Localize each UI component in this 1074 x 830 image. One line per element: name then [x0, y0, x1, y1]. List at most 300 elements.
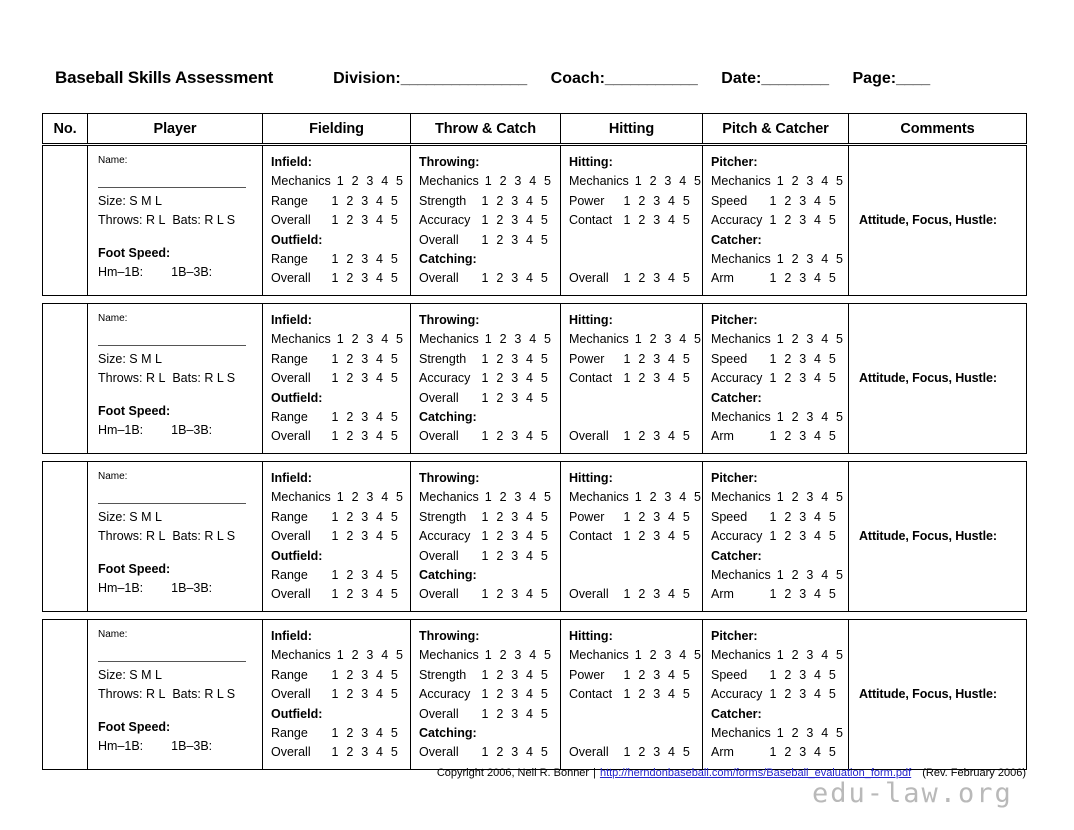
rating-row[interactable]	[271, 566, 402, 585]
rating-scale[interactable]: 1 2 3 4 5	[634, 648, 704, 663]
rating-row[interactable]	[419, 666, 552, 685]
rating-row[interactable]	[711, 427, 840, 446]
rating-scale[interactable]: 1 2 3 4 5	[776, 252, 846, 267]
rating-row[interactable]	[271, 508, 402, 527]
rating-label: Mechanics	[569, 174, 629, 189]
rating-row[interactable]	[711, 211, 840, 230]
section-heading: Pitcher:	[711, 471, 758, 485]
bats-options[interactable]: R L S	[204, 529, 236, 543]
rating-row[interactable]	[419, 172, 552, 191]
date-field[interactable]	[721, 70, 828, 88]
split-home-to-first-label: Hm–1B:	[98, 265, 144, 279]
rating-scale[interactable]: 1 2 3 4 5	[484, 332, 554, 347]
rating-scale[interactable]: 1 2 3 4 5	[623, 587, 692, 602]
split-first-to-third-label: 1B–3B:	[171, 423, 213, 437]
rating-row[interactable]	[569, 646, 704, 665]
comments-area[interactable]	[849, 620, 1026, 769]
cell-fielding[interactable]	[263, 146, 411, 296]
rating-scale[interactable]: 1 2 3 4 5	[769, 745, 838, 760]
bats-options[interactable]: R L S	[204, 687, 236, 701]
rating-row[interactable]	[419, 743, 552, 762]
page-field[interactable]	[853, 70, 930, 88]
rating-label: Mechanics	[271, 174, 331, 189]
section-heading: Outfield:	[271, 390, 323, 405]
rating-label: Overall	[271, 687, 311, 702]
rating-scale[interactable]: 1 2 3 4 5	[331, 429, 400, 444]
rating-row[interactable]	[711, 250, 846, 269]
cell-fielding[interactable]	[263, 462, 411, 612]
rating-scale[interactable]: 1 2 3 4 5	[331, 568, 400, 583]
rating-scale[interactable]: 1 2 3 4 5	[769, 529, 838, 544]
rating-row[interactable]	[271, 330, 406, 349]
size-label: Size:	[98, 668, 126, 682]
rating-scale[interactable]: 1 2 3 4 5	[623, 509, 692, 524]
column-header-pitch-catcher: Pitch & Catcher	[703, 114, 849, 144]
rating-scale[interactable]: 1 2 3 4 5	[623, 271, 692, 286]
rating-row[interactable]	[569, 527, 694, 546]
rating-scale[interactable]: 1 2 3 4 5	[634, 174, 704, 189]
rating-scale[interactable]: 1 2 3 4 5	[331, 509, 400, 524]
cell-throw-catch[interactable]	[411, 304, 561, 454]
rating-label: Arm	[711, 745, 734, 760]
throws-bats-row[interactable]	[98, 211, 254, 230]
rating-scale[interactable]: 1 2 3 4 5	[336, 648, 406, 663]
cell-number[interactable]	[43, 146, 88, 296]
rating-label: Mechanics	[711, 252, 771, 267]
rating-scale[interactable]: 1 2 3 4 5	[769, 193, 838, 208]
rating-scale[interactable]: 1 2 3 4 5	[484, 174, 554, 189]
section-heading: Hitting:	[569, 471, 613, 485]
bats-options[interactable]: R L S	[204, 213, 236, 227]
throws-options[interactable]: R L	[145, 687, 166, 701]
rating-row[interactable]	[569, 508, 694, 527]
page-title: Baseball Skills Assessment	[55, 68, 274, 87]
name-input-line[interactable]	[98, 483, 246, 504]
rating-row[interactable]	[419, 488, 552, 507]
throws-options[interactable]: R L	[145, 213, 166, 227]
rating-row[interactable]	[419, 646, 552, 665]
rating-label: Power	[569, 193, 605, 208]
rating-row[interactable]	[569, 488, 704, 507]
rating-scale[interactable]: 1 2 3 4 5	[769, 213, 838, 228]
rating-scale[interactable]: 1 2 3 4 5	[634, 332, 704, 347]
rating-row[interactable]	[271, 724, 402, 743]
rating-row[interactable]	[419, 547, 552, 566]
throws-label: Throws:	[98, 213, 143, 227]
division-blank[interactable]: _______________	[400, 70, 527, 87]
rating-label: Overall	[271, 587, 311, 602]
cell-comments[interactable]	[849, 304, 1027, 454]
rating-scale[interactable]: 1 2 3 4 5	[481, 351, 550, 366]
rating-scale[interactable]: 1 2 3 4 5	[331, 351, 400, 366]
rating-row[interactable]	[711, 192, 840, 211]
rating-scale[interactable]: 1 2 3 4 5	[481, 509, 550, 524]
rating-label: Arm	[711, 271, 734, 286]
throws-options[interactable]: R L	[145, 529, 166, 543]
rating-row[interactable]	[271, 172, 406, 191]
rating-row[interactable]	[419, 527, 552, 546]
rating-scale[interactable]: 1 2 3 4 5	[481, 390, 550, 405]
player-number-value[interactable]	[43, 620, 87, 769]
rating-row[interactable]	[569, 685, 694, 704]
name-input-line[interactable]	[98, 167, 246, 188]
rating-label: Accuracy	[711, 687, 763, 702]
size-options[interactable]: S M L	[129, 352, 162, 366]
pitch-catcher-ratings	[703, 462, 848, 611]
cell-pitch-catcher[interactable]	[703, 462, 849, 612]
split-home-to-first-label: Hm–1B:	[98, 581, 144, 595]
rating-row[interactable]	[711, 685, 840, 704]
section-heading: Throwing:	[419, 313, 480, 327]
size-options[interactable]: S M L	[129, 510, 162, 524]
name-input-line[interactable]	[98, 325, 246, 346]
name-label: Name:	[98, 313, 128, 324]
cell-comments[interactable]	[849, 620, 1027, 770]
pitch-catcher-ratings	[703, 146, 848, 295]
cell-pitch-catcher[interactable]	[703, 146, 849, 296]
rating-row[interactable]	[271, 585, 402, 604]
rating-row[interactable]	[569, 192, 694, 211]
section-heading: Hitting:	[569, 629, 613, 643]
spacer	[569, 566, 694, 585]
rating-row[interactable]	[569, 172, 704, 191]
rating-row[interactable]	[569, 427, 694, 446]
size-row[interactable]	[98, 350, 254, 369]
player-number-value[interactable]	[43, 304, 87, 453]
cell-number[interactable]	[43, 304, 88, 454]
foot-speed-splits[interactable]	[98, 421, 254, 440]
rating-scale[interactable]: 1 2 3 4 5	[481, 232, 550, 247]
rating-scale[interactable]: 1 2 3 4 5	[623, 371, 692, 386]
cell-player[interactable]	[88, 146, 263, 296]
rating-scale[interactable]: 1 2 3 4 5	[769, 429, 838, 444]
cell-hitting[interactable]	[561, 620, 703, 770]
rating-scale[interactable]: 1 2 3 4 5	[481, 429, 550, 444]
section-heading: Pitcher:	[711, 629, 758, 643]
rating-label: Strength	[419, 193, 467, 208]
column-header-fielding: Fielding	[263, 114, 411, 144]
rating-label: Accuracy	[419, 529, 471, 544]
cell-throw-catch[interactable]	[411, 462, 561, 612]
name-input-line[interactable]	[98, 641, 246, 662]
rating-scale[interactable]: 1 2 3 4 5	[481, 271, 550, 286]
rating-scale[interactable]: 1 2 3 4 5	[776, 726, 846, 741]
throws-bats-row[interactable]	[98, 685, 254, 704]
footer-source-link[interactable]: http://herndonbaseball.com/forms/Baseball_evaluation_form.pdf	[599, 767, 912, 779]
rating-scale[interactable]: 1 2 3 4 5	[481, 687, 550, 702]
cell-number[interactable]	[43, 462, 88, 612]
rating-row[interactable]	[711, 743, 840, 762]
cell-hitting[interactable]	[561, 146, 703, 296]
rating-scale[interactable]: 1 2 3 4 5	[634, 490, 704, 505]
throws-options[interactable]: R L	[145, 371, 166, 385]
rating-scale[interactable]: 1 2 3 4 5	[331, 371, 400, 386]
rating-scale[interactable]: 1 2 3 4 5	[776, 174, 846, 189]
cell-throw-catch[interactable]	[411, 146, 561, 296]
rating-scale[interactable]: 1 2 3 4 5	[331, 726, 400, 741]
section-heading: Infield:	[271, 629, 312, 643]
rating-row[interactable]	[271, 743, 402, 762]
rating-label: Mechanics	[711, 174, 771, 189]
rating-row[interactable]	[271, 685, 402, 704]
section-heading: Hitting:	[569, 155, 613, 169]
rating-scale[interactable]: 1 2 3 4 5	[623, 687, 692, 702]
rating-label: Accuracy	[419, 213, 471, 228]
player-info	[88, 620, 262, 769]
hitting-ratings	[561, 620, 702, 769]
player-row	[42, 145, 1027, 296]
date-label: Date:	[721, 70, 762, 87]
form-header	[55, 68, 1025, 100]
bats-options[interactable]: R L S	[204, 371, 236, 385]
rating-label: Range	[271, 509, 308, 524]
rating-scale[interactable]: 1 2 3 4 5	[769, 587, 838, 602]
rating-scale[interactable]: 1 2 3 4 5	[331, 667, 400, 682]
rating-row[interactable]	[569, 269, 694, 288]
coach-blank[interactable]: ___________	[604, 70, 698, 87]
cell-throw-catch[interactable]	[411, 620, 561, 770]
rating-row[interactable]	[569, 330, 704, 349]
rating-row[interactable]	[419, 685, 552, 704]
cell-player[interactable]	[88, 462, 263, 612]
split-first-to-third-label: 1B–3B:	[171, 265, 213, 279]
rating-row[interactable]	[271, 427, 402, 446]
rating-scale[interactable]: 1 2 3 4 5	[336, 332, 406, 347]
rating-scale[interactable]: 1 2 3 4 5	[776, 568, 846, 583]
rating-scale[interactable]: 1 2 3 4 5	[331, 271, 400, 286]
rating-scale[interactable]: 1 2 3 4 5	[623, 429, 692, 444]
spacer	[96, 704, 254, 718]
comments-area[interactable]	[849, 304, 1026, 453]
rating-scale[interactable]: 1 2 3 4 5	[331, 193, 400, 208]
rating-scale[interactable]: 1 2 3 4 5	[481, 529, 550, 544]
rating-label: Mechanics	[271, 648, 331, 663]
rating-label: Contact	[569, 371, 613, 386]
cell-pitch-catcher[interactable]	[703, 620, 849, 770]
rating-row[interactable]	[419, 508, 552, 527]
rating-scale[interactable]: 1 2 3 4 5	[331, 587, 400, 602]
cell-fielding[interactable]	[263, 620, 411, 770]
player-number-value[interactable]	[43, 462, 87, 611]
name-label: Name:	[98, 629, 128, 640]
rating-row[interactable]	[271, 269, 402, 288]
cell-fielding[interactable]	[263, 304, 411, 454]
date-blank[interactable]: ________	[761, 70, 829, 87]
rating-row[interactable]	[711, 666, 840, 685]
section-heading: Catching:	[419, 410, 477, 425]
rating-label: Range	[271, 568, 308, 583]
fielding-ratings	[263, 146, 410, 295]
rating-row[interactable]	[271, 488, 406, 507]
throws-bats-row[interactable]	[98, 369, 254, 388]
rating-scale[interactable]: 1 2 3 4 5	[623, 213, 692, 228]
rating-row[interactable]	[711, 330, 846, 349]
rating-scale[interactable]: 1 2 3 4 5	[481, 548, 550, 563]
spacer	[569, 547, 694, 566]
fielding-ratings	[263, 462, 410, 611]
rating-scale[interactable]: 1 2 3 4 5	[336, 174, 406, 189]
column-header-hitting: Hitting	[561, 114, 703, 144]
size-options[interactable]: S M L	[129, 668, 162, 682]
section-heading: Infield:	[271, 313, 312, 327]
rating-scale[interactable]: 1 2 3 4 5	[776, 332, 846, 347]
rating-scale[interactable]: 1 2 3 4 5	[484, 490, 554, 505]
rating-row[interactable]	[419, 369, 552, 388]
throw-catch-ratings	[411, 146, 560, 295]
size-row[interactable]	[98, 192, 254, 211]
foot-speed-label: Foot Speed:	[98, 720, 171, 734]
rating-row[interactable]	[419, 585, 552, 604]
rating-scale[interactable]: 1 2 3 4 5	[623, 667, 692, 682]
rating-label: Strength	[419, 667, 467, 682]
spacer	[569, 389, 694, 408]
rating-row[interactable]	[419, 231, 552, 250]
rating-label: Mechanics	[711, 648, 771, 663]
rating-row[interactable]	[711, 585, 840, 604]
rating-scale[interactable]: 1 2 3 4 5	[769, 371, 838, 386]
rating-scale[interactable]: 1 2 3 4 5	[769, 271, 838, 286]
rating-scale[interactable]: 1 2 3 4 5	[481, 706, 550, 721]
bats-label: Bats:	[172, 213, 201, 227]
rating-row[interactable]	[711, 508, 840, 527]
comments-area[interactable]	[849, 146, 1026, 295]
rating-row[interactable]	[711, 172, 846, 191]
rating-row[interactable]	[711, 408, 846, 427]
footer-copyright: Copyright 2006, Neil R. Bonner	[436, 767, 590, 779]
rating-row[interactable]	[419, 330, 552, 349]
cell-player[interactable]	[88, 304, 263, 454]
attitude-focus-hustle-label: Attitude, Focus, Hustle:	[859, 213, 997, 228]
rating-scale[interactable]: 1 2 3 4 5	[623, 529, 692, 544]
rating-scale[interactable]: 1 2 3 4 5	[336, 490, 406, 505]
bats-label: Bats:	[172, 687, 201, 701]
rating-row[interactable]	[271, 192, 402, 211]
rating-scale[interactable]: 1 2 3 4 5	[481, 193, 550, 208]
rating-scale[interactable]: 1 2 3 4 5	[481, 213, 550, 228]
rating-row[interactable]	[271, 211, 402, 230]
player-number-value[interactable]	[43, 146, 87, 295]
rating-scale[interactable]: 1 2 3 4 5	[776, 410, 846, 425]
cell-hitting[interactable]	[561, 304, 703, 454]
rating-row[interactable]	[271, 527, 402, 546]
rating-scale[interactable]: 1 2 3 4 5	[769, 509, 838, 524]
throws-bats-row[interactable]	[98, 527, 254, 546]
rating-scale[interactable]: 1 2 3 4 5	[481, 667, 550, 682]
cell-hitting[interactable]	[561, 462, 703, 612]
rating-row[interactable]	[711, 488, 846, 507]
foot-speed-splits[interactable]	[98, 263, 254, 282]
rating-row[interactable]	[711, 566, 846, 585]
rating-label: Overall	[271, 213, 311, 228]
rating-scale[interactable]: 1 2 3 4 5	[331, 410, 400, 425]
rating-scale[interactable]: 1 2 3 4 5	[769, 351, 838, 366]
throw-catch-ratings	[411, 304, 560, 453]
rating-row[interactable]	[419, 389, 552, 408]
rating-row[interactable]	[271, 350, 402, 369]
rating-row[interactable]	[271, 369, 402, 388]
rating-row[interactable]	[711, 369, 840, 388]
rating-label: Mechanics	[419, 648, 479, 663]
rating-scale[interactable]: 1 2 3 4 5	[623, 193, 692, 208]
spacer	[569, 705, 694, 724]
rating-scale[interactable]: 1 2 3 4 5	[623, 745, 692, 760]
size-row[interactable]	[98, 508, 254, 527]
rating-row[interactable]	[569, 743, 694, 762]
rating-row[interactable]	[711, 527, 840, 546]
rating-row[interactable]	[271, 646, 406, 665]
foot-speed-splits[interactable]	[98, 737, 254, 756]
rating-row[interactable]	[711, 646, 846, 665]
rating-scale[interactable]: 1 2 3 4 5	[331, 745, 400, 760]
rating-scale[interactable]: 1 2 3 4 5	[484, 648, 554, 663]
rating-row[interactable]	[711, 724, 846, 743]
cell-number[interactable]	[43, 620, 88, 770]
rating-row[interactable]	[271, 408, 402, 427]
rating-label: Power	[569, 351, 605, 366]
rating-label: Overall	[419, 548, 459, 563]
cell-comments[interactable]	[849, 462, 1027, 612]
rating-row[interactable]	[569, 666, 694, 685]
section-heading: Throwing:	[419, 155, 480, 169]
rating-row[interactable]	[419, 350, 552, 369]
rating-scale[interactable]: 1 2 3 4 5	[481, 371, 550, 386]
split-home-to-first-label: Hm–1B:	[98, 423, 144, 437]
rating-scale[interactable]: 1 2 3 4 5	[481, 587, 550, 602]
rating-scale[interactable]: 1 2 3 4 5	[769, 667, 838, 682]
division-field[interactable]	[333, 70, 527, 88]
rating-label: Overall	[419, 587, 459, 602]
rating-row[interactable]	[419, 192, 552, 211]
rating-scale[interactable]: 1 2 3 4 5	[769, 687, 838, 702]
rating-scale[interactable]: 1 2 3 4 5	[331, 213, 400, 228]
rating-scale[interactable]: 1 2 3 4 5	[331, 529, 400, 544]
rating-row[interactable]	[271, 250, 402, 269]
cell-pitch-catcher[interactable]	[703, 304, 849, 454]
rating-row[interactable]	[419, 705, 552, 724]
rating-row[interactable]	[419, 269, 552, 288]
coach-field[interactable]	[551, 70, 698, 88]
foot-speed-label: Foot Speed:	[98, 404, 171, 418]
rating-row[interactable]	[711, 350, 840, 369]
size-options[interactable]: S M L	[129, 194, 162, 208]
spacer	[569, 408, 694, 427]
rating-scale[interactable]: 1 2 3 4 5	[331, 252, 400, 267]
rating-scale[interactable]: 1 2 3 4 5	[623, 351, 692, 366]
rating-scale[interactable]: 1 2 3 4 5	[776, 648, 846, 663]
rating-row[interactable]	[569, 369, 694, 388]
rating-row[interactable]	[419, 211, 552, 230]
foot-speed-splits[interactable]	[98, 579, 254, 598]
rating-row[interactable]	[419, 427, 552, 446]
rating-row[interactable]	[271, 666, 402, 685]
rating-scale[interactable]: 1 2 3 4 5	[481, 745, 550, 760]
rating-row[interactable]	[569, 585, 694, 604]
rating-label: Range	[271, 726, 308, 741]
rating-row[interactable]	[569, 350, 694, 369]
rating-scale[interactable]: 1 2 3 4 5	[331, 687, 400, 702]
split-home-to-first-label: Hm–1B:	[98, 739, 144, 753]
cell-player[interactable]	[88, 620, 263, 770]
rating-scale[interactable]: 1 2 3 4 5	[776, 490, 846, 505]
footer-revision: (Rev. February 2006)	[922, 767, 1026, 779]
size-row[interactable]	[98, 666, 254, 685]
comments-area[interactable]	[849, 462, 1026, 611]
rating-row[interactable]	[711, 269, 840, 288]
rating-row[interactable]	[569, 211, 694, 230]
rating-label: Range	[271, 193, 308, 208]
page-blank[interactable]: ____	[896, 70, 930, 87]
cell-comments[interactable]	[849, 146, 1027, 296]
